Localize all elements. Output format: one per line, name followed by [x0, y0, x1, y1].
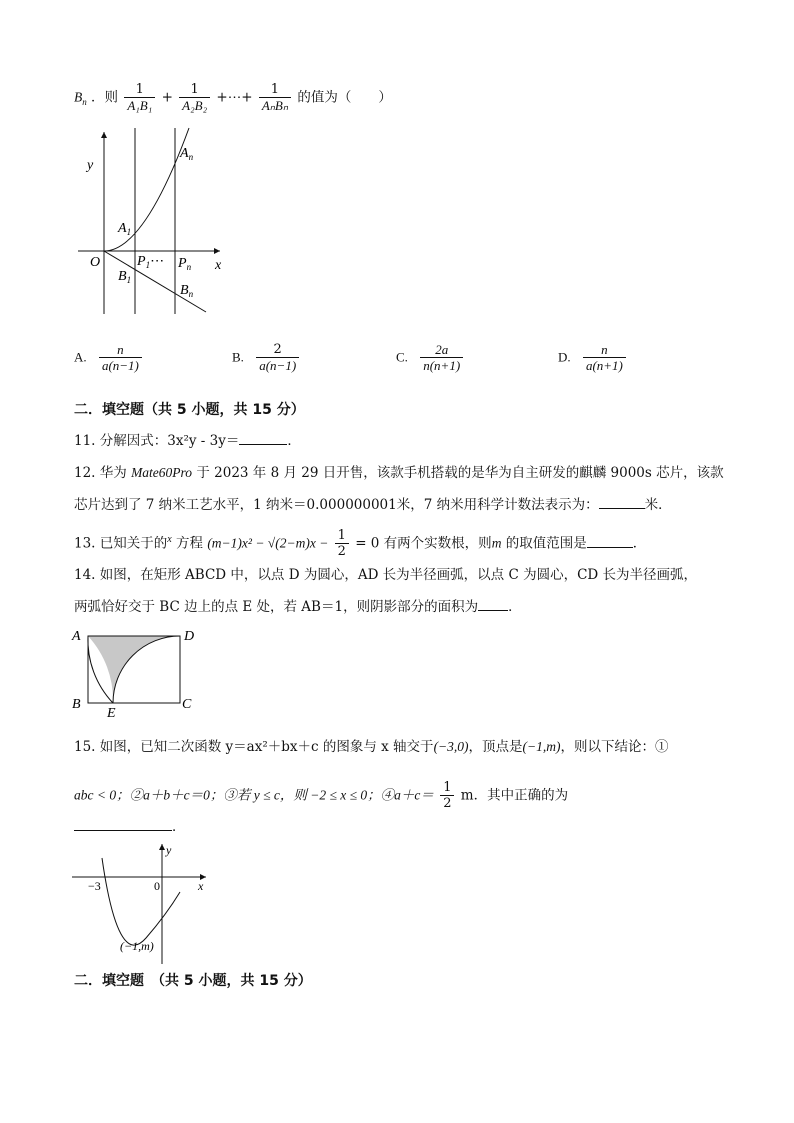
q12-line1-a: 12. 华为 [74, 465, 132, 481]
q12-line2 [74, 496, 672, 514]
q10-Bn: $B_n$ [180, 283, 194, 299]
q14-line1: 14. 如图，在矩形 ABCD 中，以点 D 为圆心，AD 长为半径画弧，以点 C 为圆心，CD 长为半径画弧， [74, 567, 698, 583]
q10-B1: $B_1$ [118, 269, 132, 285]
q10-origin: O [90, 255, 101, 270]
q14-line2-b: ． [508, 599, 522, 615]
q15-end: ． [172, 819, 186, 835]
q15-zero-label: 0 [154, 879, 160, 893]
q15-half-den: 2 [440, 795, 454, 812]
q15-line2-b: m．其中正确的为 [460, 787, 569, 804]
q12-line2-b: 米． [644, 497, 672, 513]
q13-eq-right: = 0 [355, 535, 380, 552]
q15-x-label: x [198, 879, 204, 893]
q13-eq-left: (m−1)x² − √(2−m)x − [207, 535, 329, 551]
q10-term1-den: A₁B₁ [124, 97, 155, 114]
q14-label-d: D [184, 629, 195, 644]
q13-answer-blank[interactable] [587, 535, 633, 548]
q10-option-c[interactable] [396, 342, 465, 374]
q14-answer-blank[interactable] [478, 598, 508, 611]
q15-line1 [74, 738, 669, 756]
q10-x-label: x [215, 258, 222, 273]
q11-answer-blank[interactable] [239, 432, 287, 445]
q10-An: $A_n$ [180, 146, 194, 162]
q13-half-num: 1 [337, 528, 346, 543]
q10-term2 [179, 82, 210, 114]
q10-termn-num: 1 [270, 82, 280, 97]
q10-term1 [124, 82, 155, 114]
q10-stem-suffix: 的值为（ ） [297, 89, 392, 106]
q14-label-e: E [107, 706, 116, 720]
q13-d: 的取值范围是 [501, 535, 587, 552]
q15-y-label: y [166, 843, 172, 857]
q13-c: 有两个实数根，则 [379, 535, 492, 552]
section-title-repeat: 二．填空题 （共 5 小题，共 15 分） [74, 973, 312, 989]
option-num: n [601, 342, 608, 357]
q15-line1-a: 15. 如图，已知二次函数 y＝ax²＋bx＋c 的图象与 x 轴交于 [74, 739, 434, 755]
q15-answer-blank[interactable] [74, 818, 172, 831]
option-den: a(n−1) [256, 357, 299, 374]
q15-line1-b: ，顶点是 [468, 739, 523, 755]
q10-A1: $A_1$ [118, 221, 132, 237]
q15-figure [68, 840, 218, 966]
q13-end: ． [632, 535, 647, 552]
option-den: a(n−1) [99, 357, 142, 374]
q13 [74, 528, 646, 560]
q10-plus: + [161, 89, 173, 106]
q13-half-den: 2 [335, 543, 349, 560]
q13-b: 方程 [171, 535, 204, 552]
q14-label-c: C [182, 697, 192, 712]
q10-termn-den: AₙBₙ [259, 97, 291, 114]
q14-line2-a: 两弧恰好交于 BC 边上的点 E 处，若 AB＝1，则阴影部分的面积为 [74, 599, 479, 615]
q10-termn [259, 82, 291, 114]
q15-vertex-label: (−1,m) [120, 939, 154, 953]
q14-line2 [74, 598, 522, 616]
q12-line1 [74, 464, 724, 482]
q11-end: ． [287, 433, 301, 449]
q14-figure [68, 624, 198, 720]
q13-a: 13. 已知关于的 [74, 535, 168, 552]
option-letter: A. [74, 349, 87, 365]
q15-line1-c: ，则以下结论：① [560, 739, 669, 755]
q11-text: 11. 分解因式：3x²y - 3y＝ [74, 433, 240, 449]
q15-parabola [102, 858, 180, 945]
q15-line2-a: abc < 0；②a＋b＋c＝0；③若 y ≤ c，则 −2 ≤ x ≤ 0；④a＋c＝ [74, 787, 434, 803]
q12-answer-blank[interactable] [599, 496, 645, 509]
option-den: a(n+1) [583, 357, 626, 374]
option-num: 2a [435, 342, 449, 357]
q10-option-b[interactable] [232, 342, 301, 374]
q10-stem-prefix-sub: n [82, 97, 87, 108]
q15-neg3-label: −3 [88, 879, 101, 893]
q11 [74, 432, 301, 450]
option-den: n(n+1) [420, 357, 463, 374]
q15-half-num: 1 [443, 780, 452, 795]
section-title: 二．填空题（共 5 小题，共 15 分） [74, 402, 305, 418]
q12-brand: Mate60Pro [131, 465, 193, 480]
option-num: 2 [273, 342, 282, 357]
q14-label-a: A [72, 629, 81, 644]
q15-point2: (−1,m) [522, 739, 561, 754]
q14-label-b: B [72, 697, 81, 712]
q15-line2 [74, 780, 568, 812]
q10-term2-den: A₂B₂ [179, 97, 210, 114]
q10-term2-num: 1 [190, 82, 199, 97]
q13-x: x [167, 534, 172, 545]
option-num: n [117, 342, 124, 357]
q10-term1-num: 1 [135, 82, 144, 97]
q13-m: m [491, 535, 502, 551]
q10-figure [74, 124, 234, 324]
q10-ellipsis: +⋯+ [216, 89, 253, 106]
q10-option-d[interactable] [558, 342, 628, 374]
q10-P1: $P_1\cdots$ [137, 254, 165, 270]
q10-parabola [104, 128, 189, 251]
q15-point1: (−3,0) [433, 739, 469, 754]
q10-stem-prefix: B [74, 89, 83, 105]
q12-line1-b: 于 2023 年 8 月 29 日开售，该款手机搭载的是华为自主研发的麒麟 9000s 芯片，该款 [192, 465, 724, 481]
q10-y-label: y [87, 158, 94, 173]
q12-line2-a: 芯片达到了 7 纳米工艺水平，1 纳米＝0.000000001米，7 纳米用科学计数法表示为： [74, 497, 599, 513]
q15-line3 [74, 818, 186, 836]
q10-option-a[interactable] [74, 342, 144, 374]
q10-stem [74, 82, 392, 114]
option-letter: D. [558, 349, 571, 365]
q14-shaded-region [88, 636, 180, 703]
option-letter: C. [396, 349, 408, 365]
option-letter: B. [232, 349, 244, 365]
q10-stem-mid: ．则 [91, 89, 119, 106]
q10-Pn: $P_n$ [178, 256, 192, 272]
